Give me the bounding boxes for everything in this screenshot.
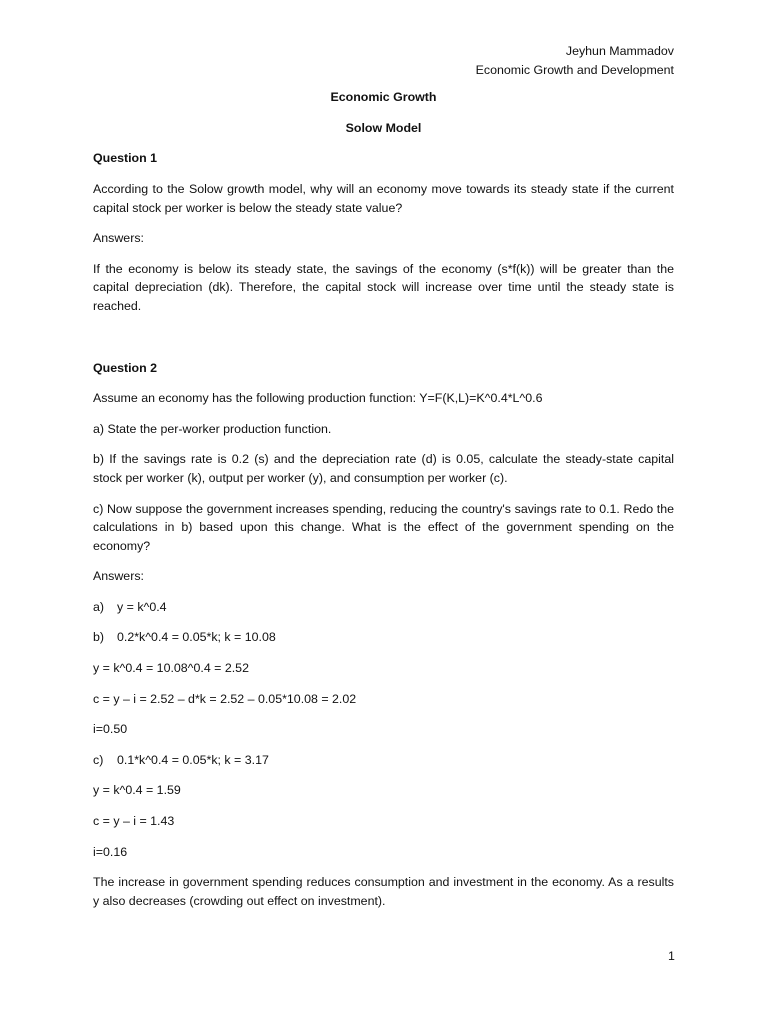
answer-c-investment: i=0.16	[93, 844, 128, 859]
question-1-answer: If the economy is below its steady state, the savings of the economy (s*f(k)) will be greater than the capital depreciation (dk). Therefore, the capital stock will increase over time until the steady state is reached.	[93, 261, 674, 313]
answer-c-label: c)	[93, 752, 104, 767]
document-subtitle: Solow Model	[345, 120, 422, 135]
question-1-answers-label: Answers:	[93, 231, 144, 246]
question-2-part-c: c) Now suppose the government increases spending, reducing the country's savings rate to 0.1. Redo the calculations in b) based upon this change. What is the effect of the government spending on the economy?	[93, 501, 674, 553]
answer-c-output: y = k^0.4 = 1.59	[93, 783, 181, 798]
page-number: 1	[668, 949, 675, 963]
answer-b-output: y = k^0.4 = 10.08^0.4 = 2.52	[93, 661, 249, 676]
course-name: Economic Growth and Development	[475, 62, 674, 77]
question-2-part-b: b) If the savings rate is 0.2 (s) and the depreciation rate (d) is 0.05, calculate the steady-state capital stock per worker (k), output per worker (y), and consumption per worker (c).	[93, 452, 674, 485]
answer-b	[93, 628, 674, 647]
question-2-part-a: a) State the per-worker production function.	[93, 421, 332, 436]
question-2-heading: Question 2	[93, 360, 158, 375]
question-1-heading: Question 1	[93, 151, 158, 166]
answer-a	[93, 598, 674, 617]
question-1-text: According to the Solow growth model, why will an economy move towards its steady state if the current capital stock per worker is below the steady state value?	[93, 181, 674, 215]
answer-c	[93, 751, 674, 770]
conclusion: The increase in government spending reduces consumption and investment in the economy. As a results y also decreases (crowding out effect on investment).	[93, 875, 674, 908]
author-name: Jeyhun Mammadov	[565, 44, 674, 58]
document-header	[93, 42, 674, 79]
answer-c-text: 0.1*k^0.4 = 0.05*k; k = 3.17	[117, 752, 269, 767]
answer-c-consumption: c = y – i = 1.43	[93, 814, 175, 829]
question-2-answers-label: Answers:	[93, 569, 144, 584]
document-title: Economic Growth	[330, 90, 437, 105]
answer-b-text: 0.2*k^0.4 = 0.05*k; k = 10.08	[117, 630, 276, 645]
answer-a-text: y = k^0.4	[117, 599, 167, 614]
answer-b-investment: i=0.50	[93, 722, 128, 737]
document-page	[93, 42, 674, 910]
answer-a-label: a)	[93, 599, 105, 614]
question-2-intro: Assume an economy has the following production function: Y=F(K,L)=K^0.4*L^0.6	[93, 391, 543, 406]
answer-b-consumption: c = y – i = 2.52 – d*k = 2.52 – 0.05*10.08 = 2.02	[93, 691, 357, 706]
answer-b-label: b)	[93, 630, 105, 645]
